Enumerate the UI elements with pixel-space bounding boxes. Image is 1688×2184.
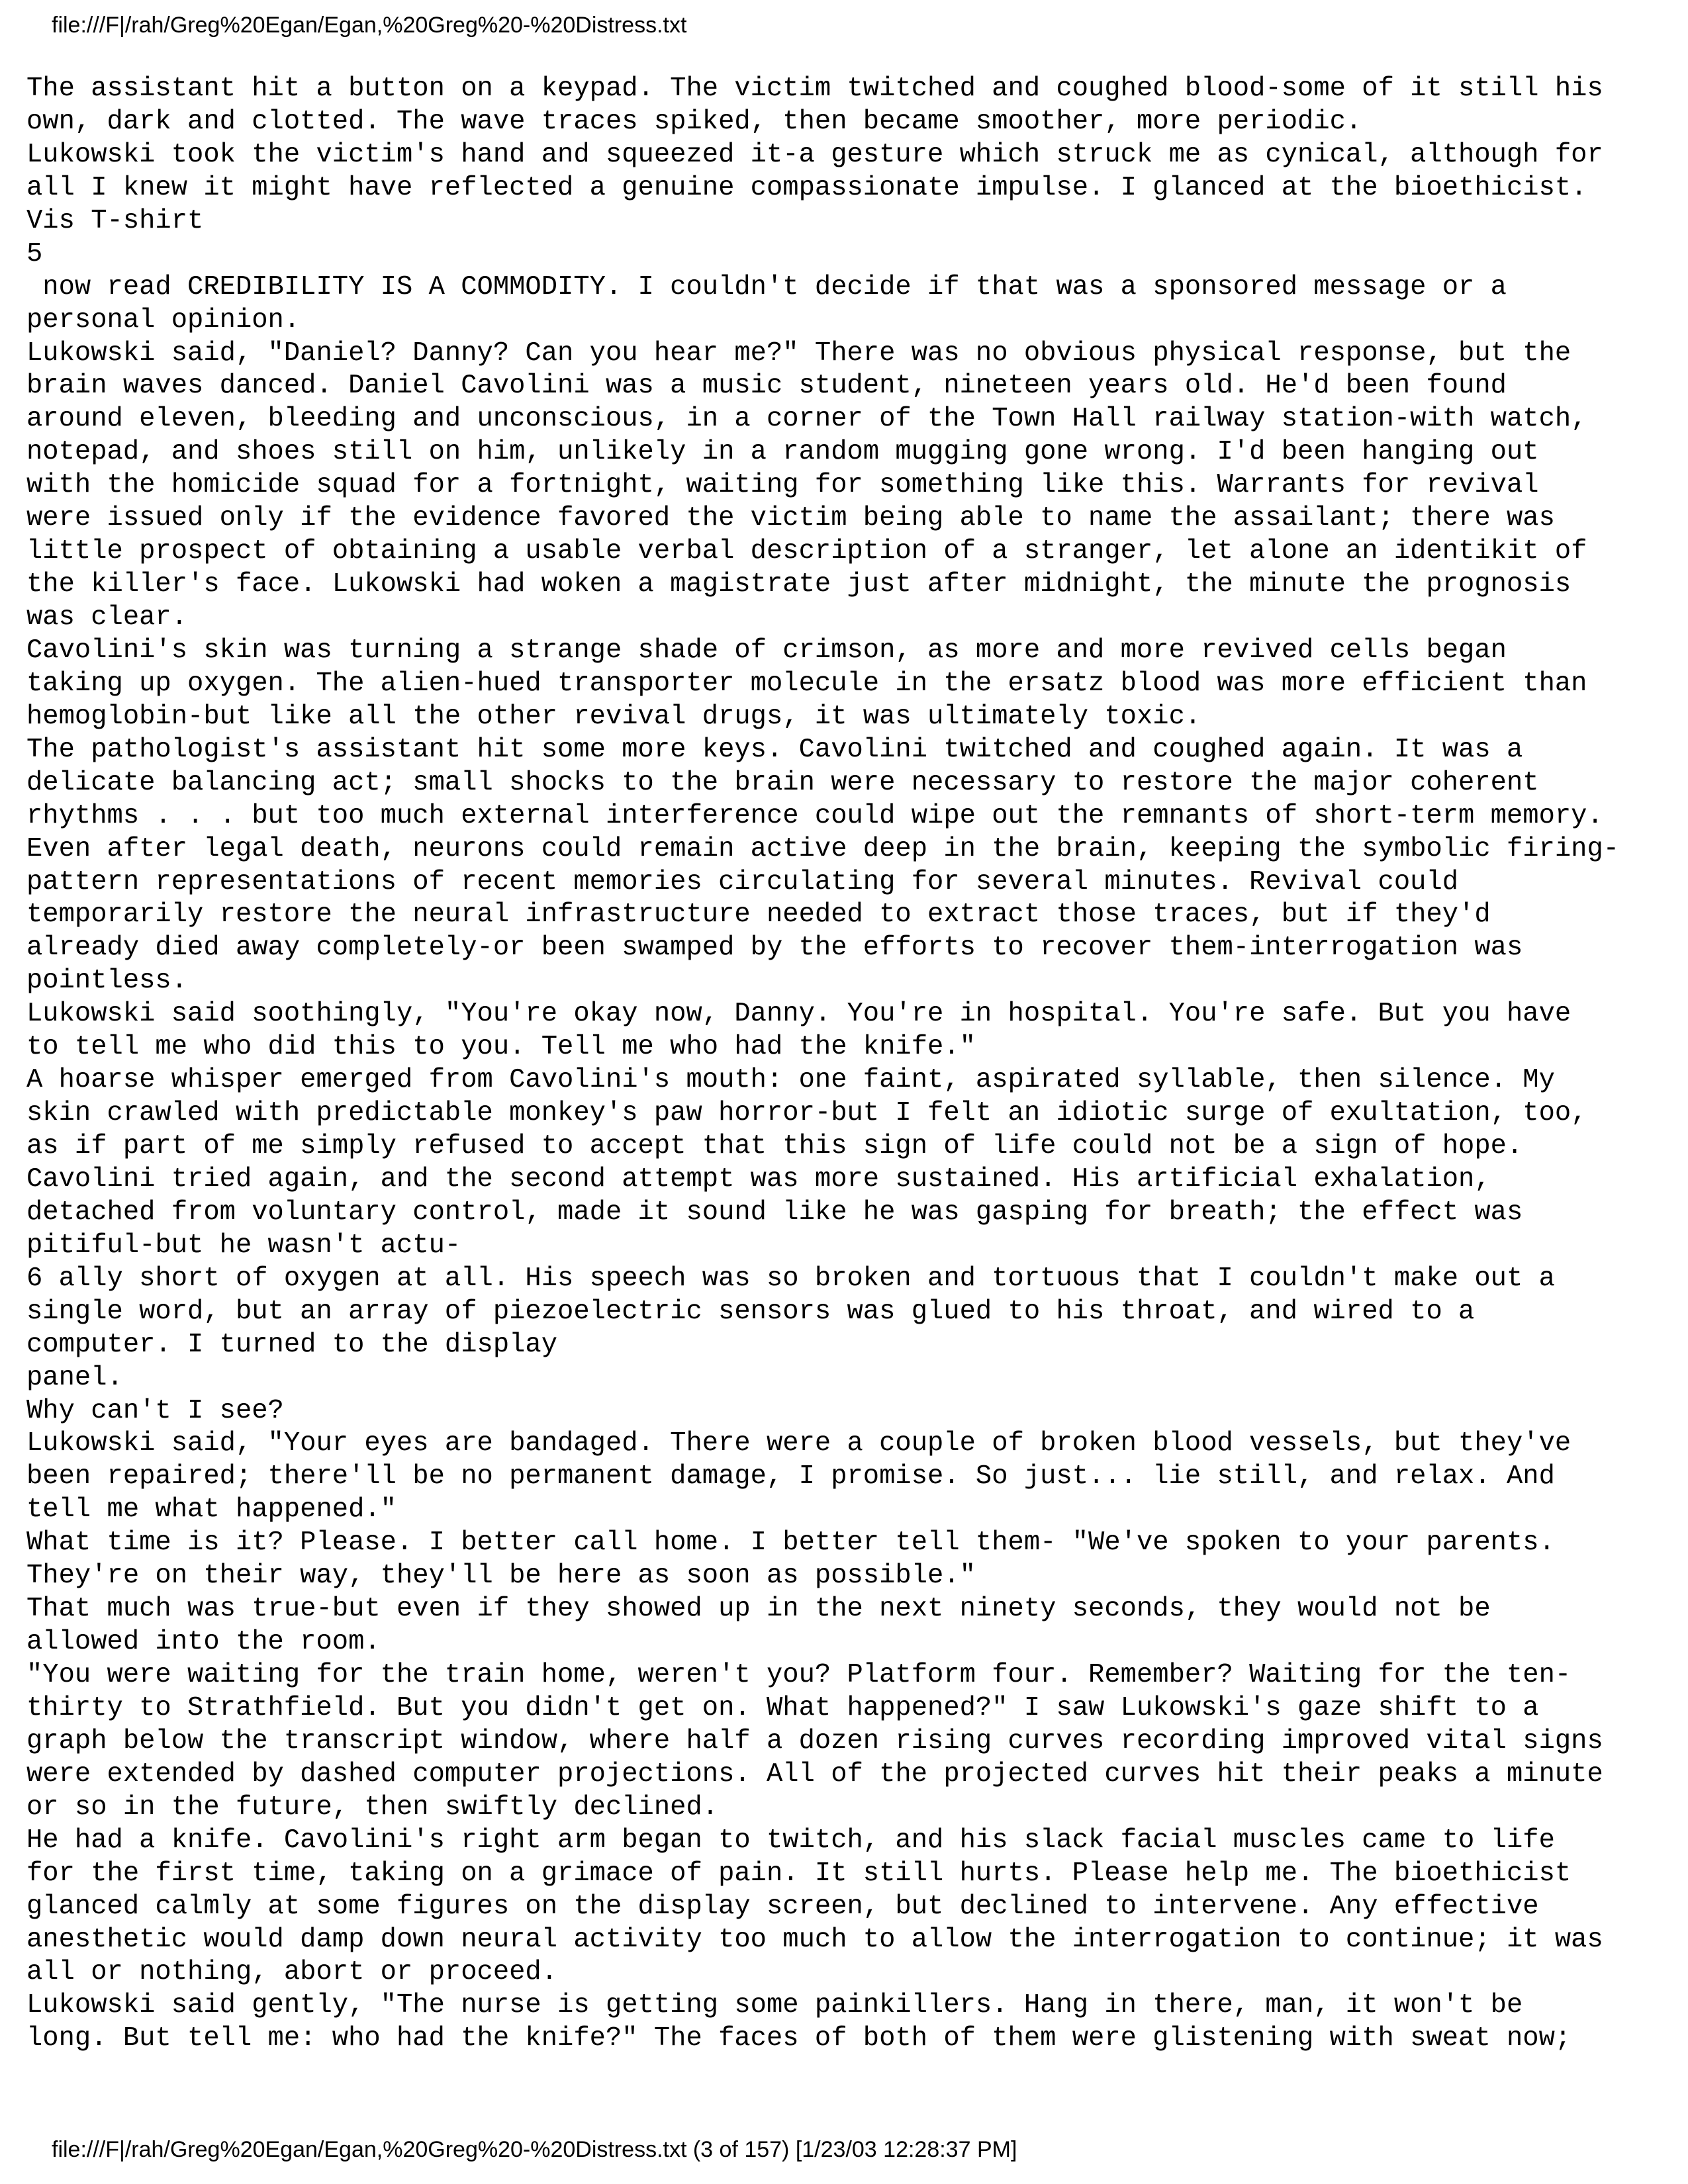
text-line: skin crawled with predictable monkey's paw horror-but I felt an idiotic surge of exultation, too,: [26, 1098, 1587, 1129]
text-line: Even after legal death, neurons could remain active deep in the brain, keeping the symbolic firing-: [26, 833, 1620, 864]
text-line: with the homicide squad for a fortnight, waiting for something like this. Warrants for revival: [26, 470, 1539, 501]
text-line: Lukowski said gently, "The nurse is getting some painkillers. Hang in there, man, it won't be: [26, 1990, 1523, 2021]
text-line: were issued only if the evidence favored the victim being able to name the assailant; there was: [26, 503, 1555, 534]
text-line: A hoarse whisper emerged from Cavolini's mouth: one faint, aspirated syllable, then silence. My: [26, 1065, 1555, 1096]
text-line: little prospect of obtaining a usable verbal description of a stranger, let alone an identikit of: [26, 536, 1587, 567]
document-body: [26, 73, 1675, 2056]
text-line: graph below the transcript window, where half a dozen rising curves recording improved vital signs: [26, 1725, 1603, 1756]
page-number-marker: 5: [26, 238, 43, 269]
text-line: to tell me who did this to you. Tell me who had the knife.": [26, 1032, 976, 1063]
text-line: around eleven, bleeding and unconscious, in a corner of the Town Hall railway station-with watch,: [26, 404, 1587, 435]
text-line: temporarily restore the neural infrastructure needed to extract those traces, but if they'd: [26, 899, 1491, 931]
text-line: The pathologist's assistant hit some more keys. Cavolini twitched and coughed again. It was a: [26, 734, 1523, 765]
text-line: as if part of me simply refused to accept that this sign of life could not be a sign of hope.: [26, 1131, 1523, 1161]
text-line: all or nothing, abort or proceed.: [26, 1957, 558, 1988]
text-line: rhythms . . . but too much external interference could wipe out the remnants of short-term memory.: [26, 800, 1603, 831]
text-line: glanced calmly at some figures on the display screen, but declined to intervene. Any effective: [26, 1891, 1539, 1922]
page-footer-info: file:///F|/rah/Greg%20Egan/Egan,%20Greg%20-%20Distress.txt (3 of 157) [1/23/03 12:28:37 PM]: [52, 2137, 1017, 2162]
text-line: Lukowski took the victim's hand and squeezed it-a gesture which struck me as cynical, although for: [26, 139, 1603, 170]
text-line: 6 ally short of oxygen at all. His speech was so broken and tortuous that I couldn't make out a: [26, 1263, 1555, 1294]
text-line: He had a knife. Cavolini's right arm began to twitch, and his slack facial muscles came to life: [26, 1825, 1555, 1856]
text-line: long. But tell me: who had the knife?" The faces of both of them were glistening with sweat now;: [26, 2023, 1571, 2054]
text-line: "You were waiting for the train home, weren't you? Platform four. Remember? Waiting for the ten-: [26, 1660, 1571, 1690]
text-line: They're on their way, they'll be here as soon as possible.": [26, 1561, 976, 1592]
text-line: brain waves danced. Daniel Cavolini was a music student, nineteen years old. He'd been found: [26, 371, 1507, 402]
text-line: panel.: [26, 1362, 123, 1393]
text-line: detached from voluntary control, made it sound like he was gasping for breath; the effect was: [26, 1197, 1523, 1228]
text-line: or so in the future, then swiftly declined.: [26, 1792, 719, 1823]
text-line: pointless.: [26, 966, 188, 997]
text-line: already died away completely-or been swamped by the efforts to recover them-interrogation was: [26, 933, 1523, 964]
text-line: the killer's face. Lukowski had woken a magistrate just after midnight, the minute the prognosis: [26, 569, 1571, 600]
text-line: were extended by dashed computer projections. All of the projected curves hit their peaks a minute: [26, 1758, 1603, 1790]
text-line: anesthetic would damp down neural activity too much to allow the interrogation to continue; it was: [26, 1924, 1603, 1955]
text-line: delicate balancing act; small shocks to the brain were necessary to restore the major coherent: [26, 767, 1539, 798]
text-line: personal opinion.: [26, 304, 301, 336]
text-line: now read CREDIBILITY IS A COMMODITY. I couldn't decide if that was a sponsored message or a: [26, 271, 1507, 302]
page-header-path: file:///F|/rah/Greg%20Egan/Egan,%20Greg%20-%20Distress.txt: [52, 13, 687, 38]
text-line: allowed into the room.: [26, 1627, 381, 1658]
text-line: thirty to Strathfield. But you didn't get on. What happened?" I saw Lukowski's gaze shift to a: [26, 1692, 1539, 1723]
text-line: Vis T-shirt: [26, 205, 204, 236]
text-line: taking up oxygen. The alien-hued transporter molecule in the ersatz blood was more efficient than: [26, 668, 1587, 699]
text-line: Lukowski said, "Your eyes are bandaged. There were a couple of broken blood vessels, but they've: [26, 1428, 1571, 1459]
text-line: all I knew it might have reflected a genuine compassionate impulse. I glanced at the bioethicist.: [26, 172, 1587, 203]
text-line: pitiful-but he wasn't actu-: [26, 1230, 461, 1261]
text-line: pattern representations of recent memories circulating for several minutes. Revival could: [26, 866, 1459, 897]
text-line: The assistant hit a button on a keypad. The victim twitched and coughed blood-some of it still his: [26, 73, 1603, 104]
text-line: Lukowski said soothingly, "You're okay now, Danny. You're in hospital. You're safe. But you have: [26, 999, 1571, 1030]
text-line: That much was true-but even if they showed up in the next ninety seconds, they would not be: [26, 1594, 1491, 1625]
text-line: been repaired; there'll be no permanent damage, I promise. So just... lie still, and relax. And: [26, 1461, 1555, 1492]
text-line: tell me what happened.": [26, 1494, 397, 1525]
text-line: What time is it? Please. I better call home. I better tell them- "We've spoken to your parents.: [26, 1527, 1555, 1559]
text-line: single word, but an array of piezoelectric sensors was glued to his throat, and wired to a: [26, 1296, 1475, 1327]
text-line: hemoglobin-but like all the other revival drugs, it was ultimately toxic.: [26, 701, 1201, 732]
text-line: for the first time, taking on a grimace of pain. It still hurts. Please help me. The bioethicist: [26, 1858, 1571, 1889]
text-line: notepad, and shoes still on him, unlikely in a random mugging gone wrong. I'd been hanging out: [26, 437, 1539, 468]
text-line: Cavolini tried again, and the second attempt was more sustained. His artificial exhalation,: [26, 1163, 1491, 1195]
text-line: Cavolini's skin was turning a strange shade of crimson, as more and more revived cells began: [26, 635, 1507, 666]
text-line: Lukowski said, "Daniel? Danny? Can you hear me?" There was no obvious physical response, but the: [26, 338, 1571, 369]
text-line: own, dark and clotted. The wave traces spiked, then became smoother, more periodic.: [26, 106, 1362, 137]
text-line: Why can't I see?: [26, 1395, 284, 1426]
text-line: computer. I turned to the display: [26, 1329, 558, 1360]
text-line: was clear.: [26, 602, 188, 633]
